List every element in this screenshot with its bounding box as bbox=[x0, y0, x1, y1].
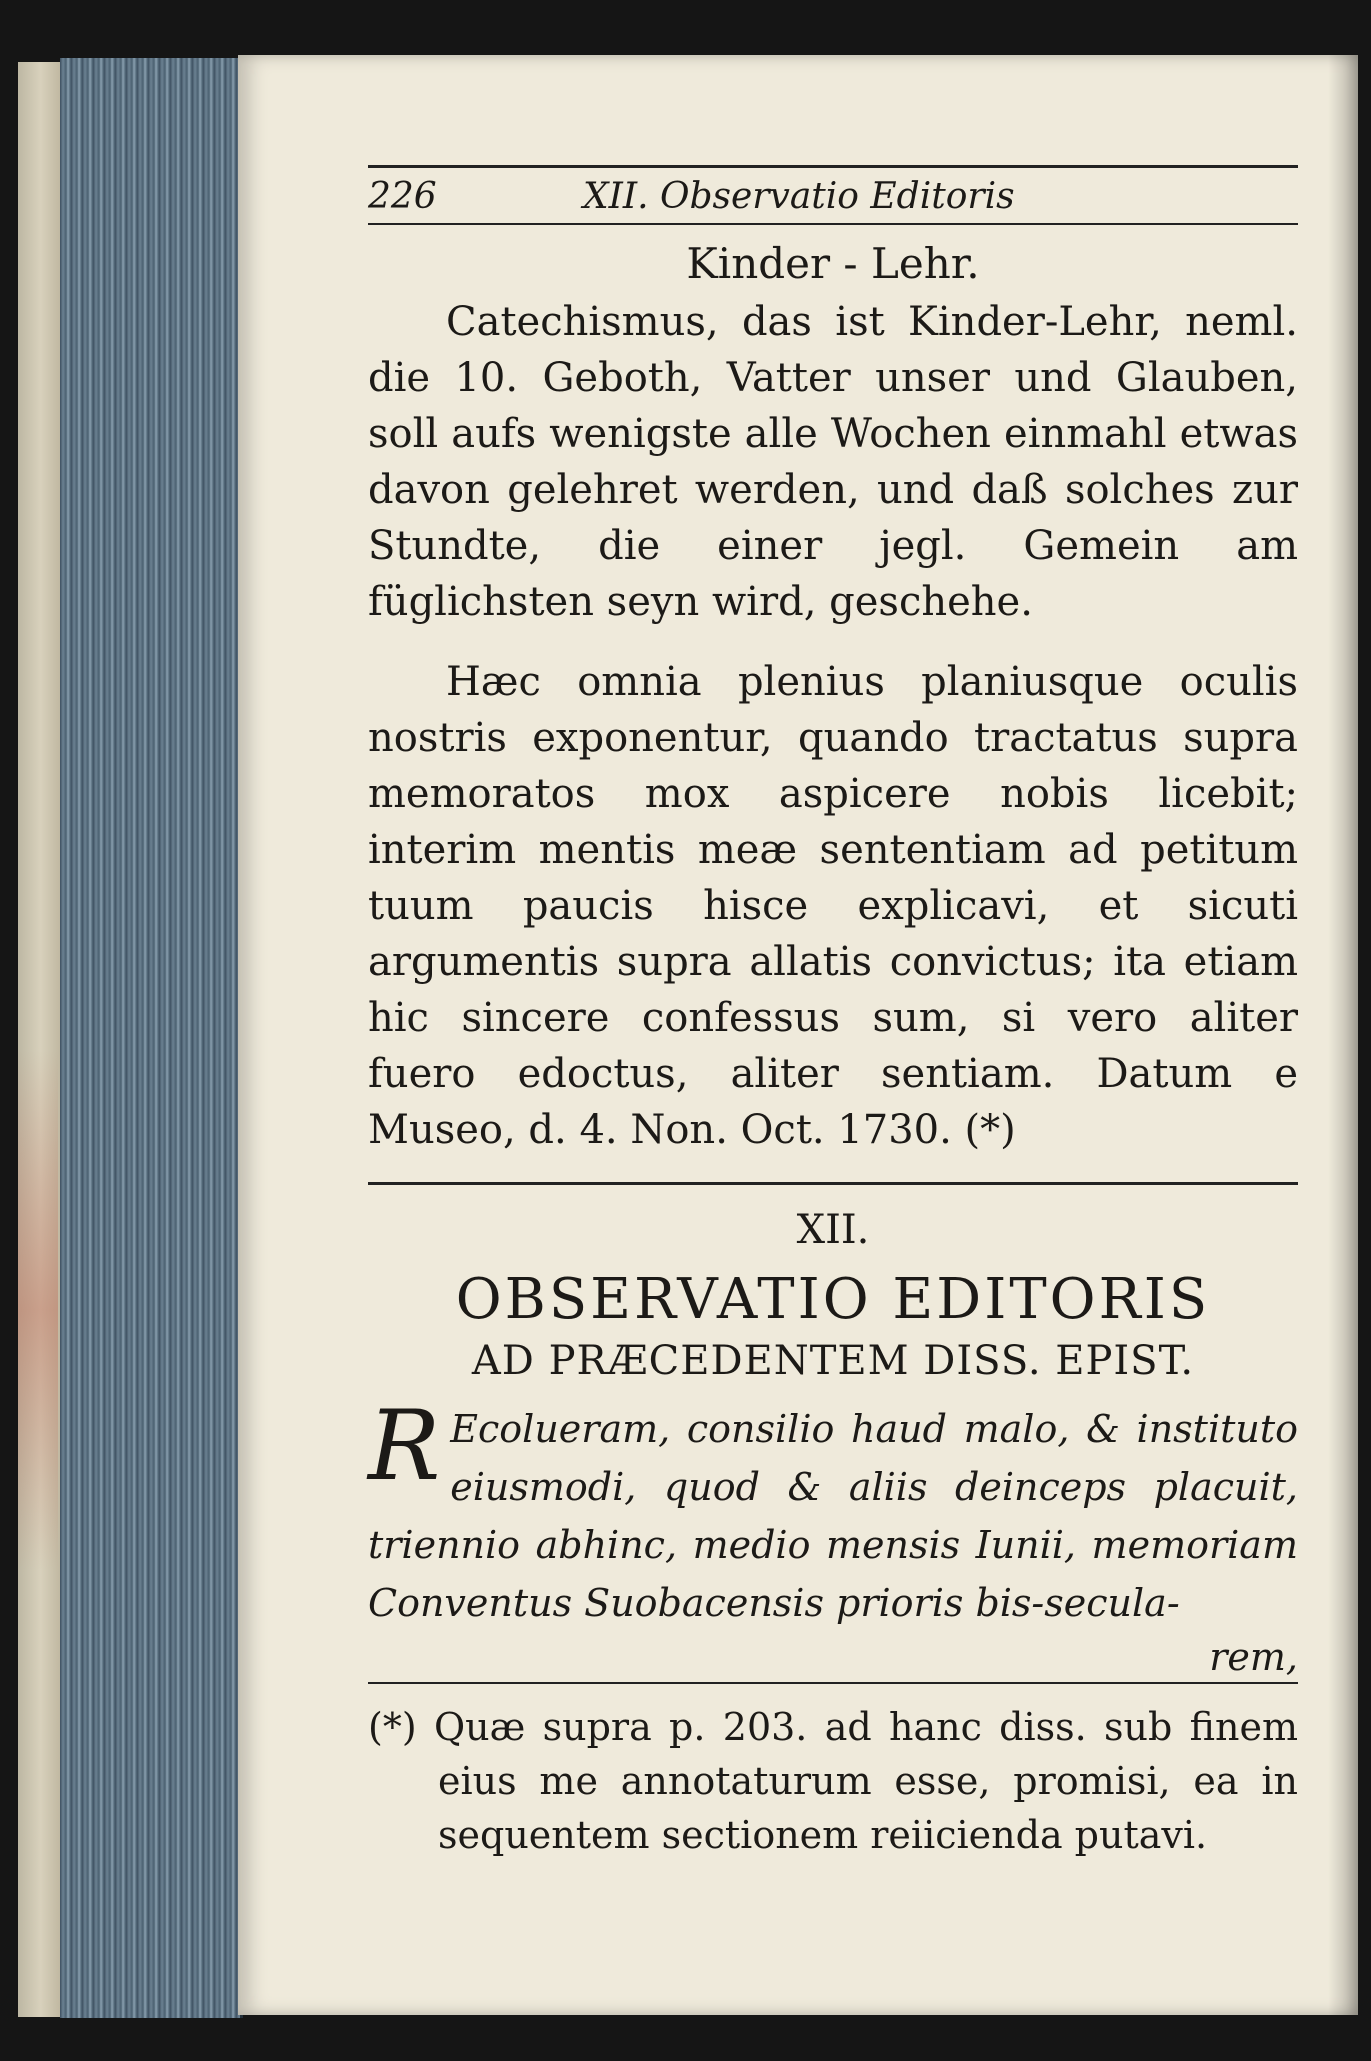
page-content bbox=[368, 165, 1298, 1900]
catchword: rem, bbox=[1209, 1635, 1298, 1679]
book-fore-edge bbox=[60, 58, 243, 2018]
section-title: OBSERVATIO EDITORIS bbox=[455, 1267, 1211, 1332]
running-title: XII. Observatio Editoris bbox=[583, 176, 1015, 217]
section-opening-paragraph bbox=[368, 1390, 1298, 1632]
german-paragraph: Catechismus, das ist Kinder-Lehr, neml. die 10. Geboth, Vatter unser und Glauben, soll aufs wenigste alle Wochen einmahl etwas davon gelehret werden, und daß solches zur Stundte, die einer jegl. Gemein am füglichsten seyn wird, geschehe. bbox=[368, 299, 1298, 625]
book-page bbox=[238, 55, 1358, 2015]
header-bottom-rule bbox=[368, 223, 1298, 225]
section-gap bbox=[368, 1158, 1298, 1182]
footnote: (*) Quæ supra p. 203. ad hanc diss. sub finem eius me annotaturum esse, promisi, ea in sequentem sectionem reiicienda putavi. bbox=[368, 1705, 1298, 1857]
paper-stain bbox=[18, 1050, 58, 1570]
section-number: XII. bbox=[796, 1207, 870, 1253]
section-divider-rule bbox=[368, 1182, 1298, 1185]
page-number: 226 bbox=[368, 176, 437, 217]
section-subtitle: AD PRÆCEDENTEM DISS. EPIST. bbox=[471, 1338, 1195, 1384]
latin-paragraph: Hæc omnia plenius planiusque oculis nostris exponentur, quando tractatus supra memoratos mox aspicere nobis licebit; interim mentis meæ sententiam ad petitum tuum paucis hisce explicavi, et sicuti argumentis supra allatis convictus; ita etiam hic sincere confessus sum, si vero aliter fuero edoctus, aliter sentiam. Datum e Museo, d. 4. Non. Oct. 1730. (*) bbox=[368, 659, 1298, 1153]
paragraph-gap bbox=[368, 630, 1298, 654]
page-gutter-shadow bbox=[1328, 55, 1358, 2015]
opening-text: Ecolueram, consilio haud malo, & instituto eiusmodi, quod & aliis deinceps placuit, triennio abhinc, medio mensis Iunii, memoriam Conventus Suobacensis prioris bis-secula- bbox=[368, 1407, 1298, 1625]
subheading: Kinder - Lehr. bbox=[686, 239, 980, 288]
drop-cap: R bbox=[368, 1390, 441, 1502]
running-head bbox=[368, 168, 1298, 223]
footnote-rule bbox=[368, 1682, 1298, 1684]
